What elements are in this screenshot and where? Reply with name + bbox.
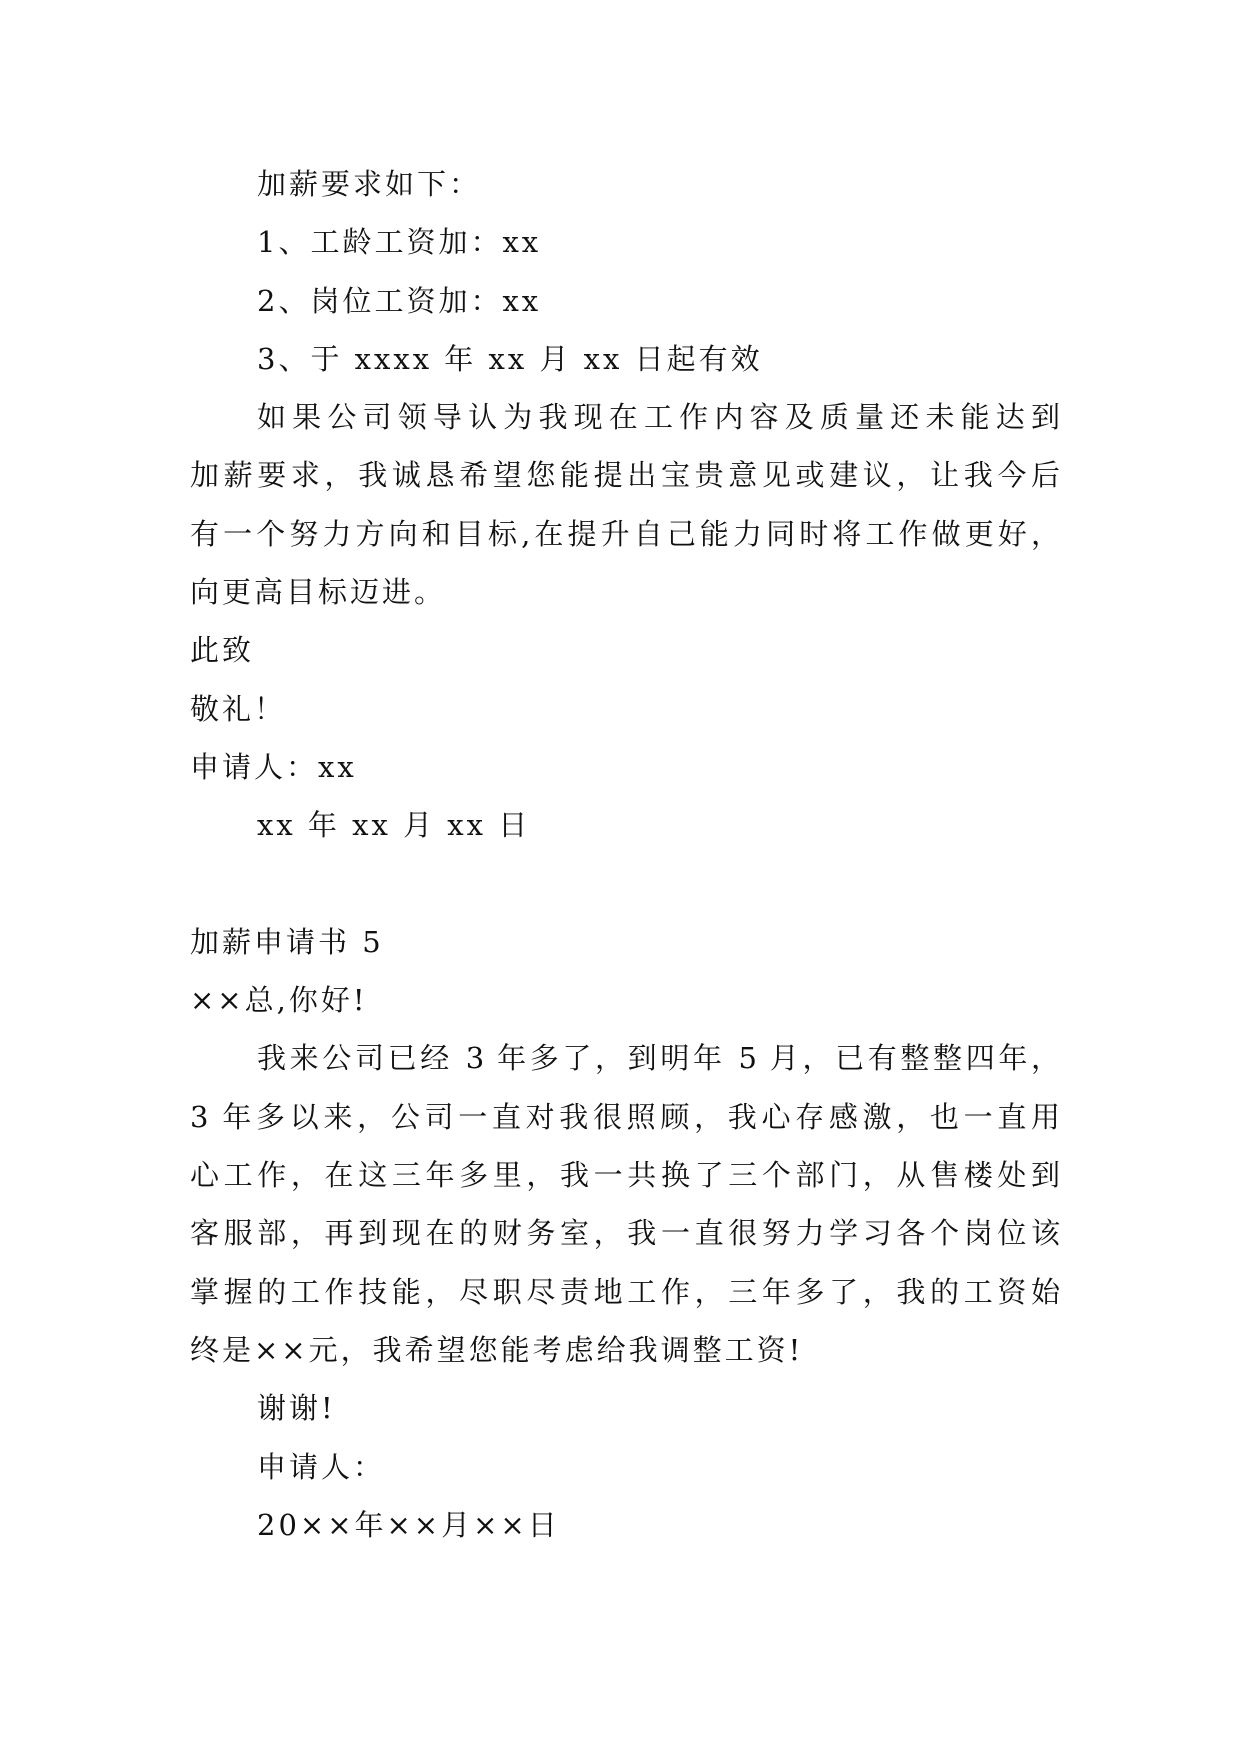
date-line: xx 年 xx 月 xx 日 [257,808,531,843]
letter-thanks: 谢谢! [257,1391,336,1426]
letter-body-line: 心工作，在这三年多里，我一共换了三个部门，从售楼处到 [190,1158,1060,1193]
document-body [190,155,1060,1554]
letter-greeting: ××总,你好! [190,983,368,1018]
letter-body-line: 终是××元，我希望您能考虑给我调整工资! [190,1332,804,1367]
request-item: 3、于 xxxx 年 xx 月 xx 日起有效 [257,341,763,376]
paragraph-line: 如果公司领导认为我现在工作内容及质量还未能达到 [257,400,1060,435]
letter-body-line: 我来公司已经 3 年多了，到明年 5 月，已有整整四年， [257,1041,1060,1076]
applicant-line: 申请人：xx [190,749,357,784]
letter-applicant: 申请人： [257,1449,386,1484]
request-item: 1、工龄工资加：xx [257,225,542,260]
letter-date: 20××年××月××日 [257,1507,560,1542]
salute: 敬礼！ [190,691,287,726]
letter-body-line: 3 年多以来，公司一直对我很照顾，我心存感激，也一直用 [190,1099,1060,1134]
section-gap [190,855,1060,913]
paragraph-line: 加薪要求，我诚恳希望您能提出宝贵意见或建议，让我今后 [190,458,1060,493]
letter-body-line: 客服部，再到现在的财务室，我一直很努力学习各个岗位该 [190,1216,1060,1251]
request-item: 2、岗位工资加：xx [257,283,542,318]
request-list-heading: 加薪要求如下： [257,167,482,201]
closing-phrase: 此致 [190,633,255,668]
paragraph-line: 有一个努力方向和目标,在提升自己能力同时将工作做更好， [190,516,1060,551]
paragraph-line: 向更高目标迈进。 [190,575,447,610]
letter-body-line: 掌握的工作技能，尽职尽责地工作，三年多了，我的工资始 [190,1274,1060,1309]
letter-title: 加薪申请书 5 [190,924,384,959]
